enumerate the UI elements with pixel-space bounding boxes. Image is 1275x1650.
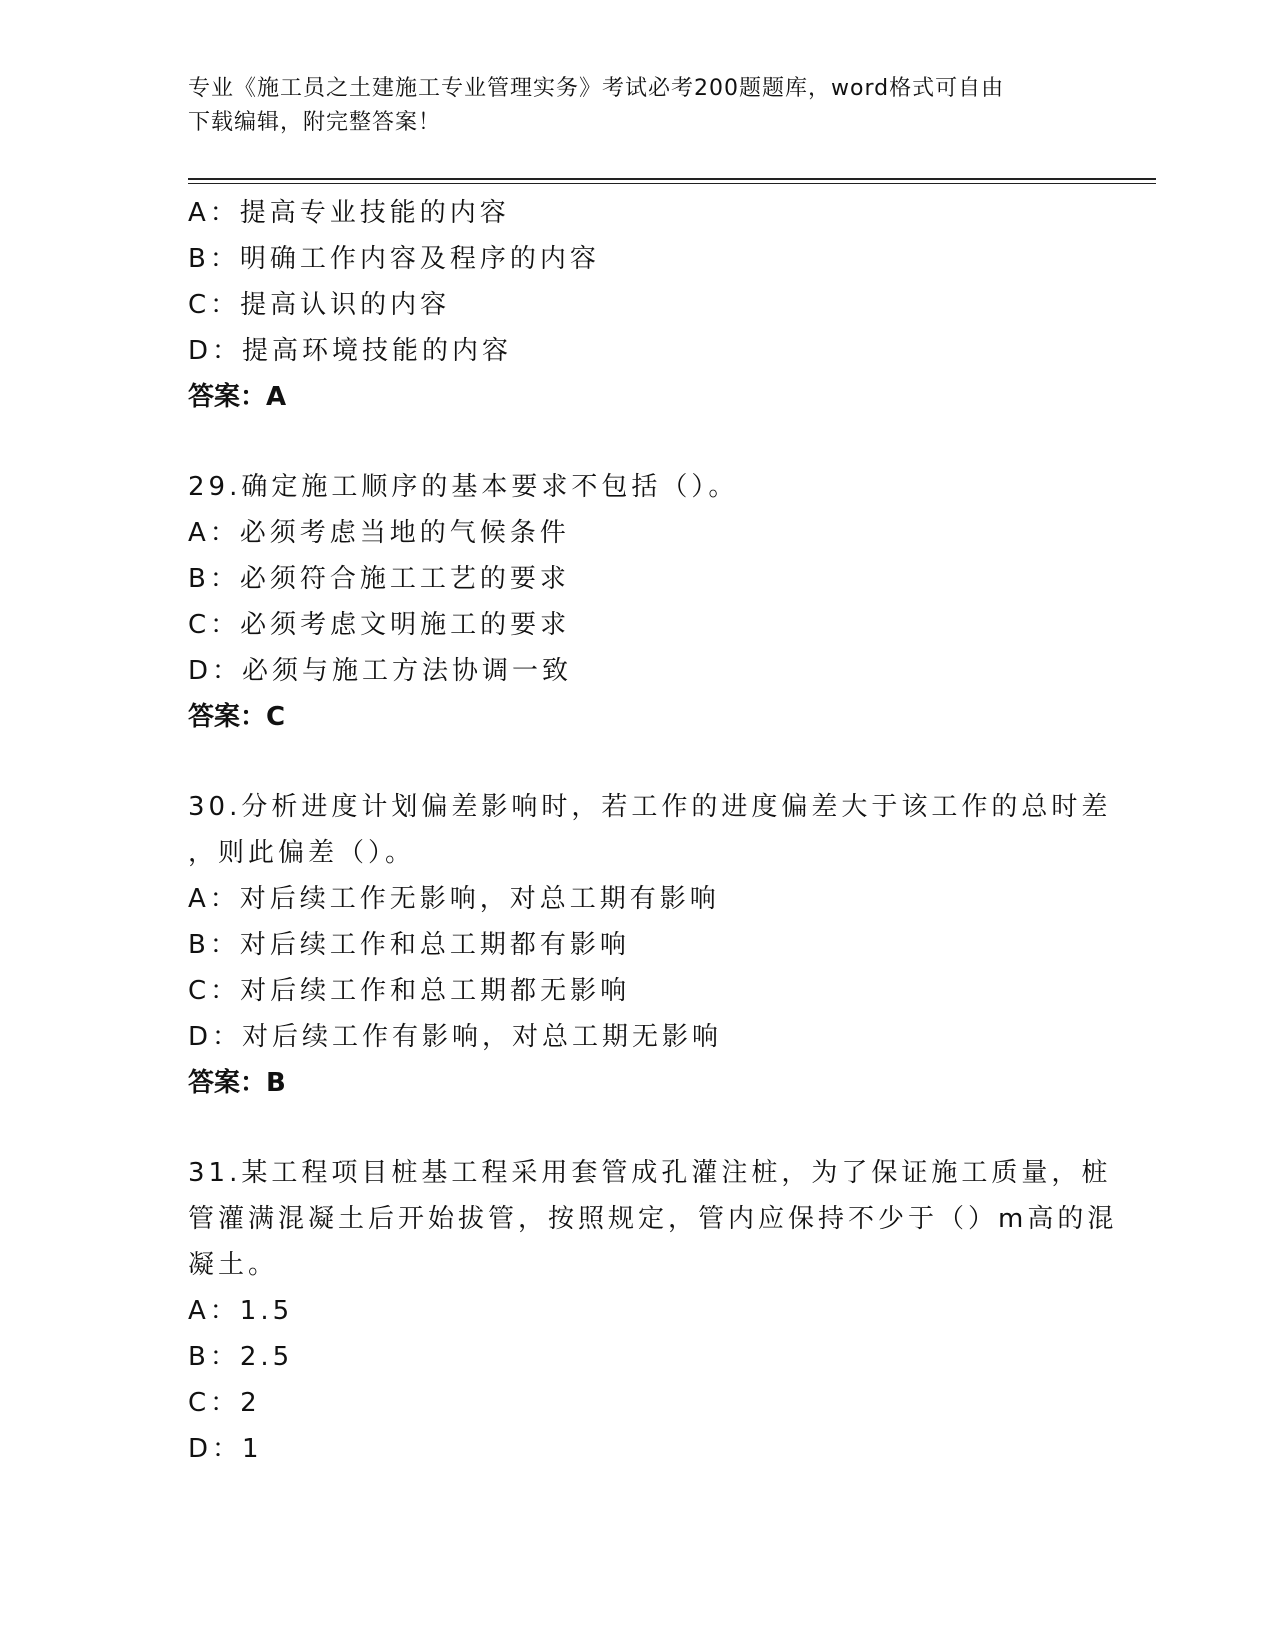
question-stem-line-2: ，则此偏差（）。 [188,838,416,868]
header-divider-thick [188,178,1156,180]
document-header [188,72,1088,140]
answer-line: 答案：C [188,702,286,732]
spacer [188,1106,1088,1150]
option-a: A：对后续工作无影响，对总工期有影响 [188,884,720,914]
header-line-2: 下载编辑，附完整答案！ [188,110,442,135]
question-30 [188,784,1112,1106]
question-stem-line-3: 凝土。 [188,1250,279,1280]
question-31 [188,1150,1118,1472]
option-d: D：必须与施工方法协调一致 [188,656,573,686]
option-b: B：明确工作内容及程序的内容 [188,244,600,274]
question-stem: 29.确定施工顺序的基本要求不包括（）。 [188,472,739,502]
question-stem-line-1: 30.分析进度计划偏差影响时，若工作的进度偏差大于该工作的总时差 [188,792,1112,822]
spacer [188,740,1088,784]
answer-line: 答案：B [188,1068,286,1098]
question-29 [188,464,1088,740]
option-a: A：必须考虑当地的气候条件 [188,518,570,548]
option-a: A：1.5 [188,1296,294,1326]
question-28 [188,190,1088,420]
option-c: C：2 [188,1388,261,1418]
option-b: B：必须符合施工工艺的要求 [188,564,570,594]
question-stem-line-2: 管灌满混凝土后开始拔管，按照规定，管内应保持不少于（）m高的混 [188,1204,1118,1234]
option-c: C：提高认识的内容 [188,290,451,320]
option-b: B：对后续工作和总工期都有影响 [188,930,630,960]
option-d: D：对后续工作有影响，对总工期无影响 [188,1022,723,1052]
option-c: C：必须考虑文明施工的要求 [188,610,571,640]
question-list [188,190,1118,1472]
option-c: C：对后续工作和总工期都无影响 [188,976,631,1006]
option-b: B：2.5 [188,1342,294,1372]
option-d: D：1 [188,1434,263,1464]
question-stem-line-1: 31.某工程项目桩基工程采用套管成孔灌注桩，为了保证施工质量，桩 [188,1158,1112,1188]
option-d: D：提高环境技能的内容 [188,336,513,366]
header-divider-thin [188,183,1156,184]
spacer [188,420,1088,464]
header-line-1: 专业《施工员之土建施工专业管理实务》考试必考200题题库，word格式可自由 [188,76,1005,101]
answer-line: 答案：A [188,382,287,412]
option-a: A：提高专业技能的内容 [188,198,510,228]
